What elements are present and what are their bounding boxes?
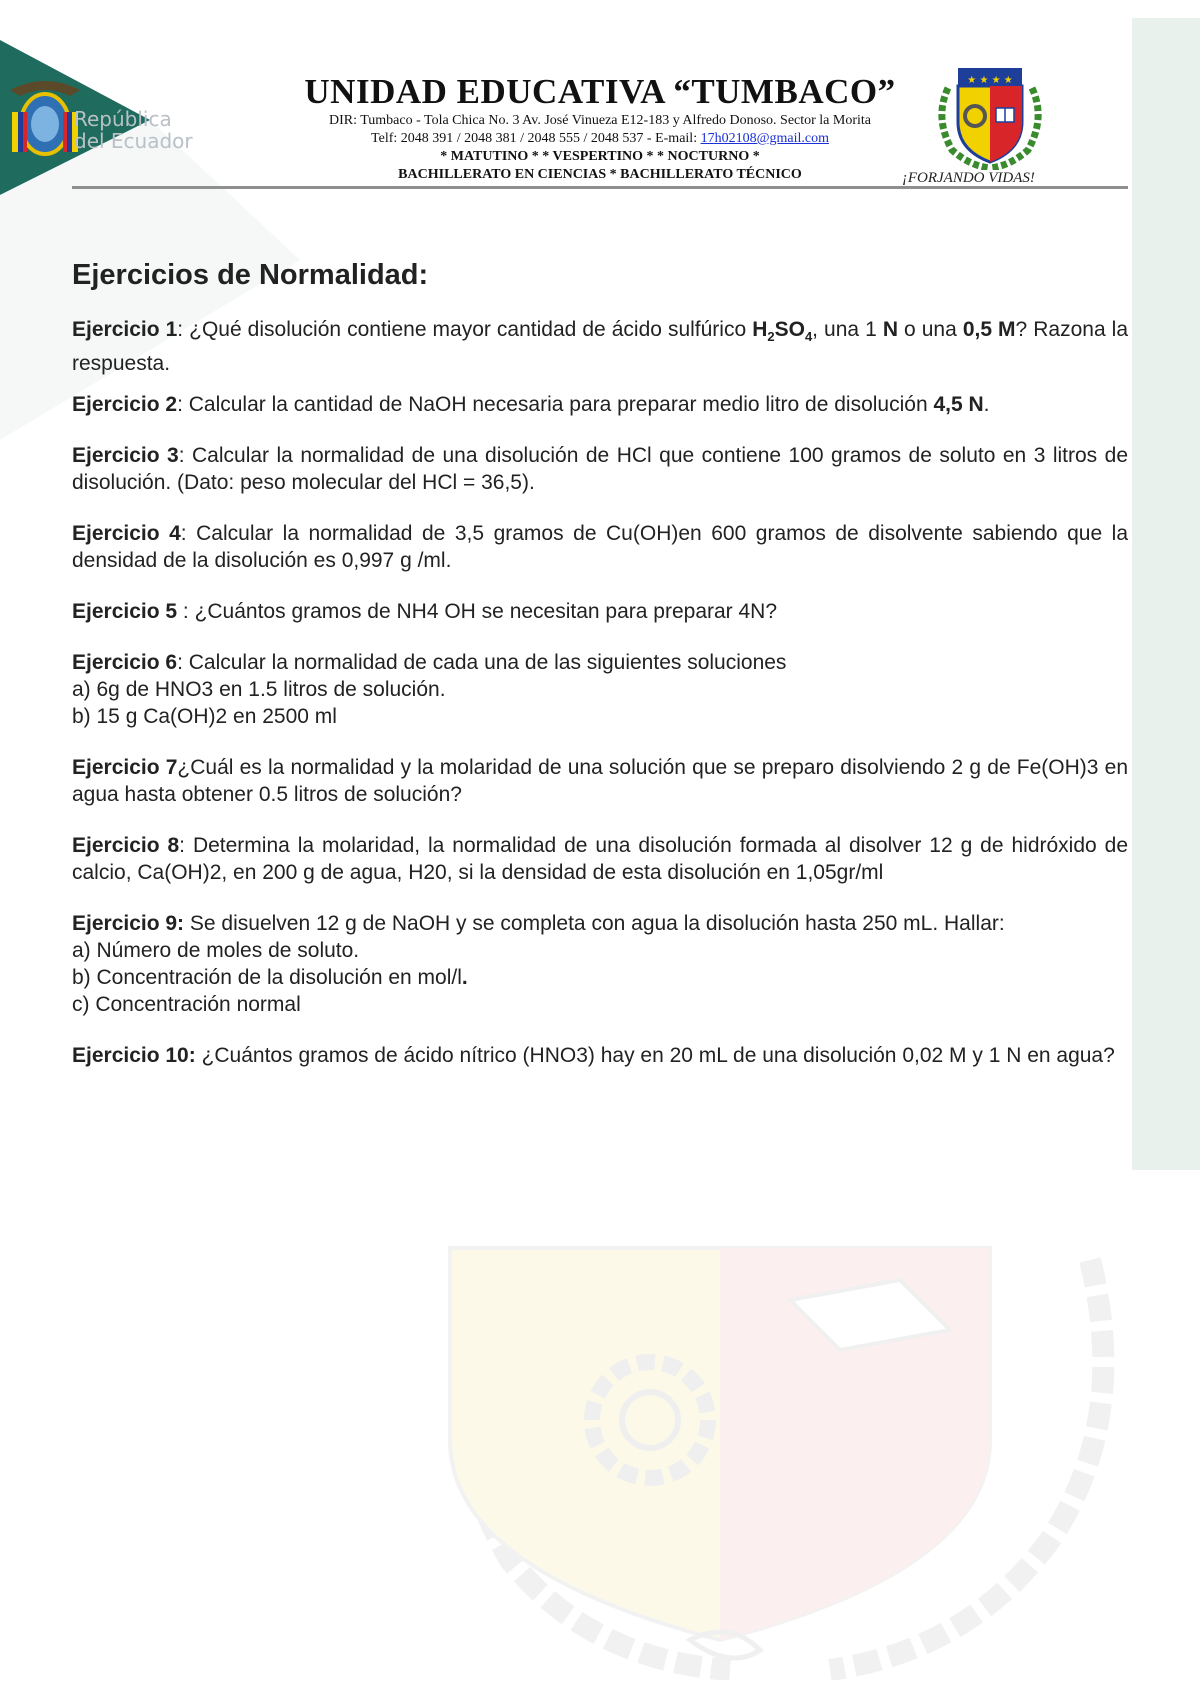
exercise-6 [72,649,1128,730]
school-motto: ¡FORJANDO VIDAS! [902,170,1035,186]
exercise-6-text: : Calcular la normalidad de cada una de las siguientes soluciones [177,651,787,675]
exercise-4-text: : Calcular la normalidad de 3,5 gramos de Cu(OH)en 600 gramos de disolvente sabiendo que la densidad de la disolución es 0,997 g /ml. [72,522,1129,573]
formula-sub-2: 2 [767,329,775,345]
exercise-6-item-b: b) 15 g Ca(OH)2 en 2500 ml [72,705,337,729]
exercise-1 [72,316,1128,377]
exercise-3-text: : Calcular la normalidad de una disolución de HCl que contiene 100 gramos de soluto en 3 litros de disolución. (Dato: peso molecular del HCl = 36,5). [72,444,1129,495]
exercise-2-text: : Calcular la cantidad de NaOH necesaria para preparar medio litro de disolución [177,393,934,417]
republic-line-1: República [74,107,172,131]
exercise-6-item-a: a) 6g de HNO3 en 1.5 litros de solución. [72,678,446,702]
republic-line-2: del Ecuador [74,129,193,153]
page-title: Ejercicios de Normalidad: [72,259,429,291]
watermark-crest-icon [430,1240,1130,1680]
email-link[interactable]: 17h02108@gmail.com [700,131,829,146]
school-name: UNIDAD EDUCATIVA “TUMBACO” [304,72,896,111]
exercise-4 [72,520,1128,574]
exercise-5 [72,598,1128,625]
exercise-1-text: : ¿Qué disolución contiene mayor cantidad de ácido sulfúrico [177,318,753,341]
exercise-10-text: ¿Cuántos gramos de ácido nítrico (HNO3) hay en 20 mL de una disolución 0,02 M y 1 N en agua? [195,1044,1115,1068]
exercise-9-item-b [72,964,1128,991]
exercise-2-end: . [983,393,990,417]
school-crest-icon [930,58,1050,170]
exercise-9 [72,910,1128,1018]
exercise-9-label: Ejercicio 9: [72,912,185,936]
exercise-8-label: Ejercicio 8 [72,834,180,858]
exercise-9-item-a: a) Número de moles de soluto. [72,939,360,963]
exercise-9-item-b-dot: . [461,966,468,990]
republic-watermark-text [74,108,193,152]
exercise-10-label: Ejercicio 10: [72,1044,196,1068]
exercise-9-item-b-text: b) Concentración de la disolución en mol/l [72,966,462,990]
exercise-3 [72,442,1128,496]
exercise-2-label: Ejercicio 2 [72,393,178,417]
sulfuric-acid-formula [752,318,813,345]
svg-text:★ ★ ★ ★: ★ ★ ★ ★ [967,75,1013,86]
school-programs: BACHILLERATO EN CIENCIAS * BACHILLERATO TÉCNICO [398,167,802,182]
school-shifts: * MATUTINO * * VESPERTINO * * NOCTURNO * [440,149,760,164]
exercise-2-value: 4,5 N [933,393,984,417]
exercise-4-label: Ejercicio 4 [72,522,181,546]
phone-numbers: Telf: 2048 391 / 2048 381 / 2048 555 / 2048 537 - E-mail: [371,131,701,146]
exercise-5-label: Ejercicio 5 [72,600,178,624]
molarity-value: 0,5 M [962,318,1016,341]
exercise-5-text: : ¿Cuántos gramos de NH4 OH se necesitan para preparar 4N? [177,600,778,624]
exercise-1-text-4: ? Razona la respuesta. [72,318,1128,376]
normality-unit: N [882,318,898,341]
exercise-9-text: Se disuelven 12 g de NaOH y se completa con agua la disolución hasta 250 mL. Hallar: [184,912,1005,936]
exercise-6-label: Ejercicio 6 [72,651,178,675]
exercise-2 [72,391,1128,418]
exercise-8-text: : Determina la molaridad, la normalidad de una disolución formada al disolver 12 g de hidróxido de calcio, Ca(OH)2, en 200 g de agua, H20, si la densidad de esta disolución en 1,05gr/ml [72,834,1128,885]
exercise-1-text-3: o una [898,318,963,341]
exercise-1-text-2: , una 1 [812,318,883,341]
formula-h: H [752,318,768,341]
school-contact [270,130,930,148]
right-side-band [1132,18,1200,1170]
document-body [72,258,1128,1069]
exercise-1-label: Ejercicio 1 [72,318,178,341]
exercise-8 [72,832,1128,886]
formula-sub-4: 4 [804,329,813,345]
school-address: DIR: Tumbaco - Tola Chica No. 3 Av. José Vinueza E12-183 y Alfredo Donoso. Sector la Morita [328,113,872,128]
header-divider [72,186,1128,189]
letterhead [270,72,930,184]
exercise-7-label: Ejercicio 7 [72,756,178,780]
exercise-3-label: Ejercicio 3 [72,444,179,468]
formula-so: SO [774,318,805,341]
exercise-7-text: ¿Cuál es la normalidad y la molaridad de una solución que se preparo disolviendo 2 g de Fe(OH)3 en agua hasta obtener 0.5 litros de solución? [72,756,1129,807]
exercise-10 [72,1042,1128,1069]
exercise-7 [72,754,1128,808]
exercise-9-item-c: c) Concentración normal [72,993,301,1017]
